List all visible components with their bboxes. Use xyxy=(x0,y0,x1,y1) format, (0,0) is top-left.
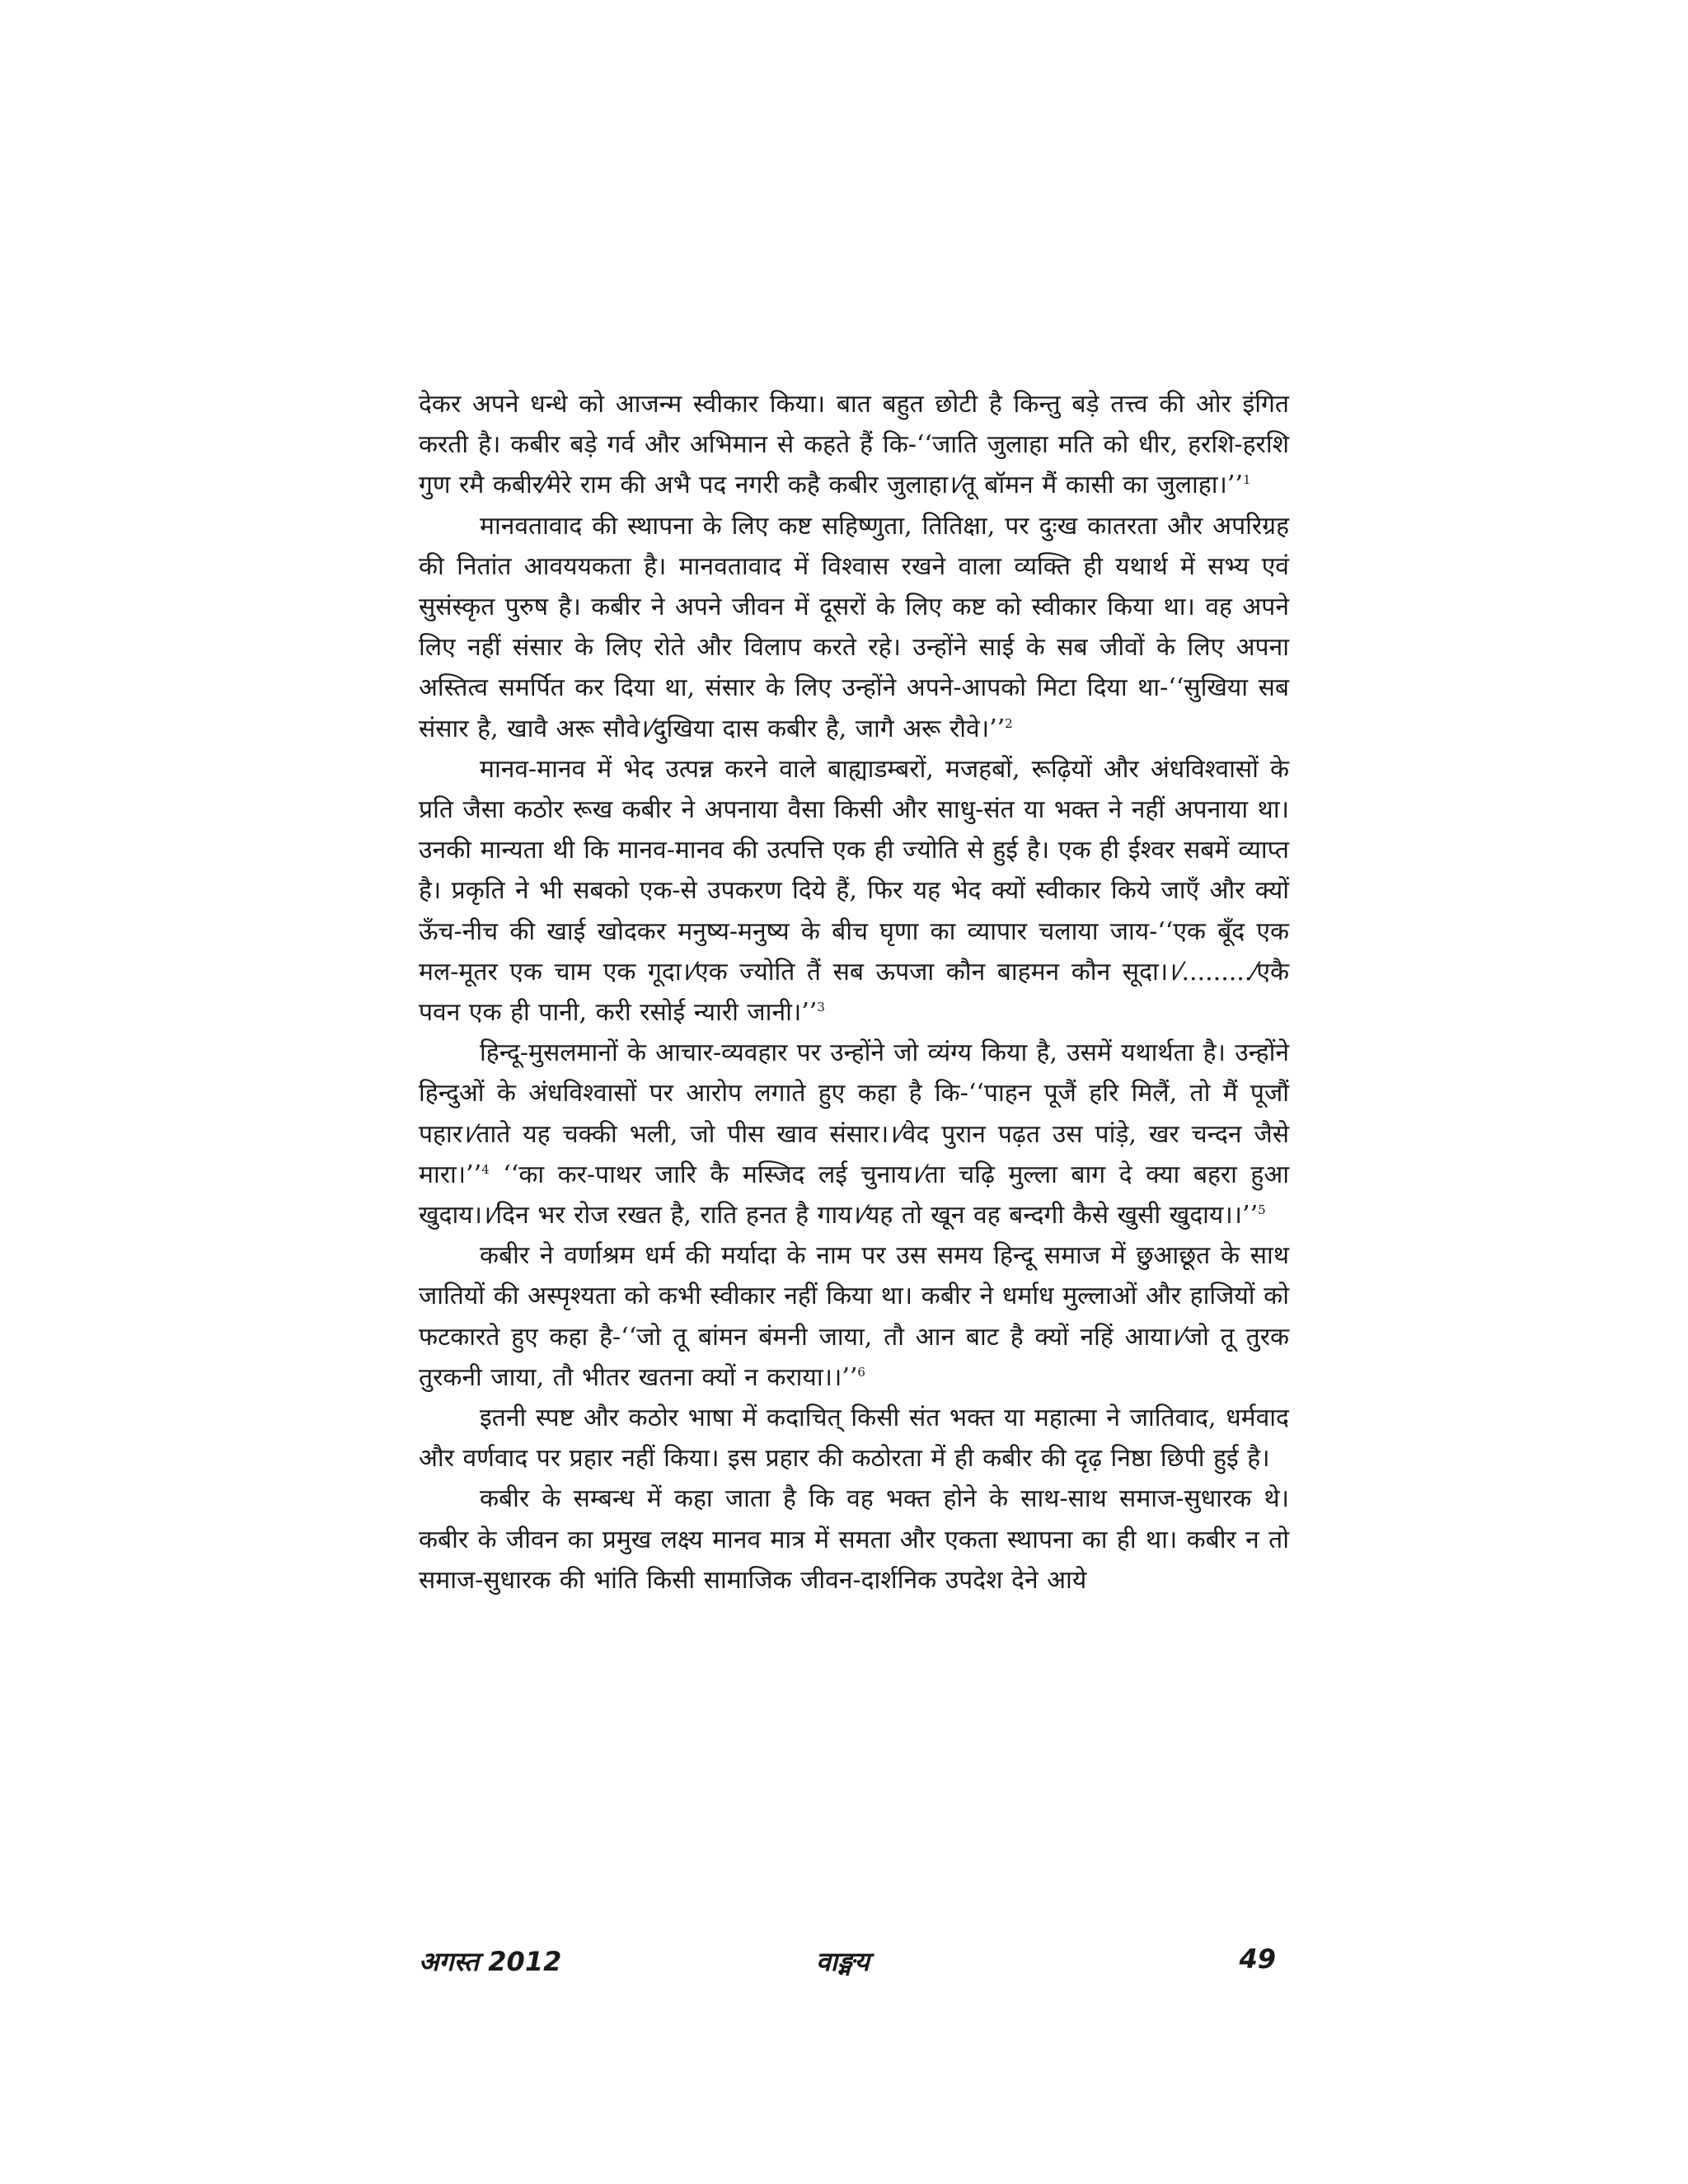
footer-journal-title: वाङ्मय xyxy=(816,1946,870,1977)
body-paragraph xyxy=(419,1235,1289,1398)
body-paragraph xyxy=(419,506,1289,749)
footnote-marker: 2 xyxy=(1005,715,1013,731)
paragraph-text: ‘‘का कर-पाथर जारि कै मस्जिद लई चुनाय।⁄ता चढ़ि मुल्ला बाग दे क्या बहरा हुआ खुदाय।।⁄दिन भर रोज रखत है, राति हनत है गाय।⁄यह तो खून वह बन्दगी कैसे खुसी खुदाय।।’’ xyxy=(419,1160,1289,1230)
paragraph-text: मानव-मानव में भेद उत्पन्न करने वाले बाह्याडम्बरों, मजहबों, रूढ़ियों और अंधविश्वासों के प्रति जैसा कठोर रूख कबीर ने अपनाया वैसा किसी और साधु-संत या भक्त ने नहीं अपनाया था। उनकी मान्यता थी कि मानव-मानव की उत्पत्ति एक ही ज्योति से हुई है। एक ही ईश्वर सबमें व्याप्त है। प्रकृति ने भी सबको एक-से उपकरण दिये हैं, फिर यह भेद क्यों स्वीकार किये जाएँ और क्यों ऊँच-नीच की खाई खोदकर मनुष्य-मनुष्य के बीच घृणा का व्यापार चलाया जाय-‘‘एक बूँद एक मल-मूतर एक चाम एक गूदा।⁄एक ज्योति तैं सब ऊपजा कौन बाहमन कौन सूदा।।⁄.........⁄एकै पवन एक ही पानी, करी रसोई न्यारी जानी।’’ xyxy=(419,754,1289,1028)
footer-issue-date: अगस्त 2012 xyxy=(419,1946,562,1977)
footnote-marker: 4 xyxy=(481,1161,490,1177)
body-paragraph xyxy=(419,1479,1289,1601)
footnote-marker: 5 xyxy=(1258,1202,1266,1218)
footnote-marker: 3 xyxy=(817,1000,825,1015)
body-paragraph xyxy=(419,384,1289,506)
footnote-marker: 6 xyxy=(857,1364,865,1380)
body-paragraph xyxy=(419,749,1289,1033)
body-paragraph xyxy=(419,1033,1289,1235)
paragraph-text: कबीर के सम्बन्ध में कहा जाता है कि वह भक्त होने के साथ-साथ समाज-सुधारक थे। कबीर के जीवन का प्रमुख लक्ष्य मानव मात्र में समता और एकता स्थापना का ही था। कबीर न तो समाज-सुधारक की भांति किसी सामाजिक जीवन-दार्शनिक उपदेश देने आये xyxy=(419,1484,1289,1595)
paragraph-text: देकर अपने धन्धे को आजन्म स्वीकार किया। बात बहुत छोटी है किन्तु बड़े तत्त्व की ओर इंगित करती है। कबीर बड़े गर्व और अभिमान से कहते हैं कि-‘‘जाति जुलाहा मति को धीर, हरशि-हरशि गुण रमै कबीर⁄मेरे राम की अभै पद नगरी कहै कबीर जुलाहा।⁄तू बॉमन मैं कासी का जुलाहा।’’ xyxy=(419,390,1289,500)
paragraph-text: इतनी स्पष्ट और कठोर भाषा में कदाचित् किसी संत भक्त या महात्मा ने जातिवाद, धर्मवाद और वर्णवाद पर प्रहार नहीं किया। इस प्रहार की कठोरता में ही कबीर की दृढ़ निष्ठा छिपी हुई है। xyxy=(419,1404,1289,1474)
footnote-marker: 1 xyxy=(1242,472,1251,488)
paragraph-text: मानवतावाद की स्थापना के लिए कष्ट सहिष्णुता, तितिक्षा, पर दुःख कातरता और अपरिग्रह की नितांत आवययकता है। मानवतावाद में विश्वास रखने वाला व्यक्ति ही यथार्थ में सभ्य एवं सुसंस्कृत पुरुष है। कबीर ने अपने जीवन में दूसरों के लिए कष्ट को स्वीकार किया था। वह अपने लिए नहीं संसार के लिए रोते और विलाप करते रहे। उन्होंने साई के सब जीवों के लिए अपना अस्तित्व समर्पित कर दिया था, संसार के लिए उन्होंने अपने-आपको मिटा दिया था-‘‘सुखिया सब संसार है, खावै अरू सौवे।⁄दुखिया दास कबीर है, जागै अरू रौवे।’’ xyxy=(419,511,1289,743)
body-paragraph xyxy=(419,1398,1289,1479)
page-footer xyxy=(419,1943,1289,1985)
paragraph-text: कबीर ने वर्णाश्रम धर्म की मर्यादा के नाम पर उस समय हिन्दू समाज में छुआछूत के साथ जातियों की अस्पृश्यता को कभी स्वीकार नहीं किया था। कबीर ने धर्माध मुल्लाओं और हाजियों को फटकारते हुए कहा है-‘‘जो तू बांमन बंमनी जाया, तौ आन बाट है क्यों नहिं आया।⁄जो तू तुरक तुरकनी जाया, तौ भीतर खतना क्यों न कराया।।’’ xyxy=(419,1241,1289,1392)
paragraph-text: हिन्दू-मुसलमानों के आचार-व्यवहार पर उन्होंने जो व्यंग्य किया है, उसमें यथार्थता है। उन्होंने हिन्दुओं के अंधविश्वासों पर आरोप लगाते हुए कहा है कि-‘‘पाहन पूजैं हरि मिलैं, तो मैं पूजौं पहार।⁄ताते यह चक्की भली, जो पीस खाव संसार।।⁄वेद पुरान पढ़त उस पांड़े, खर चन्दन जैसे मारा।’’ xyxy=(419,1038,1289,1189)
footer-page-number: 49 xyxy=(1239,1943,1276,1975)
page-body xyxy=(419,384,1289,1601)
